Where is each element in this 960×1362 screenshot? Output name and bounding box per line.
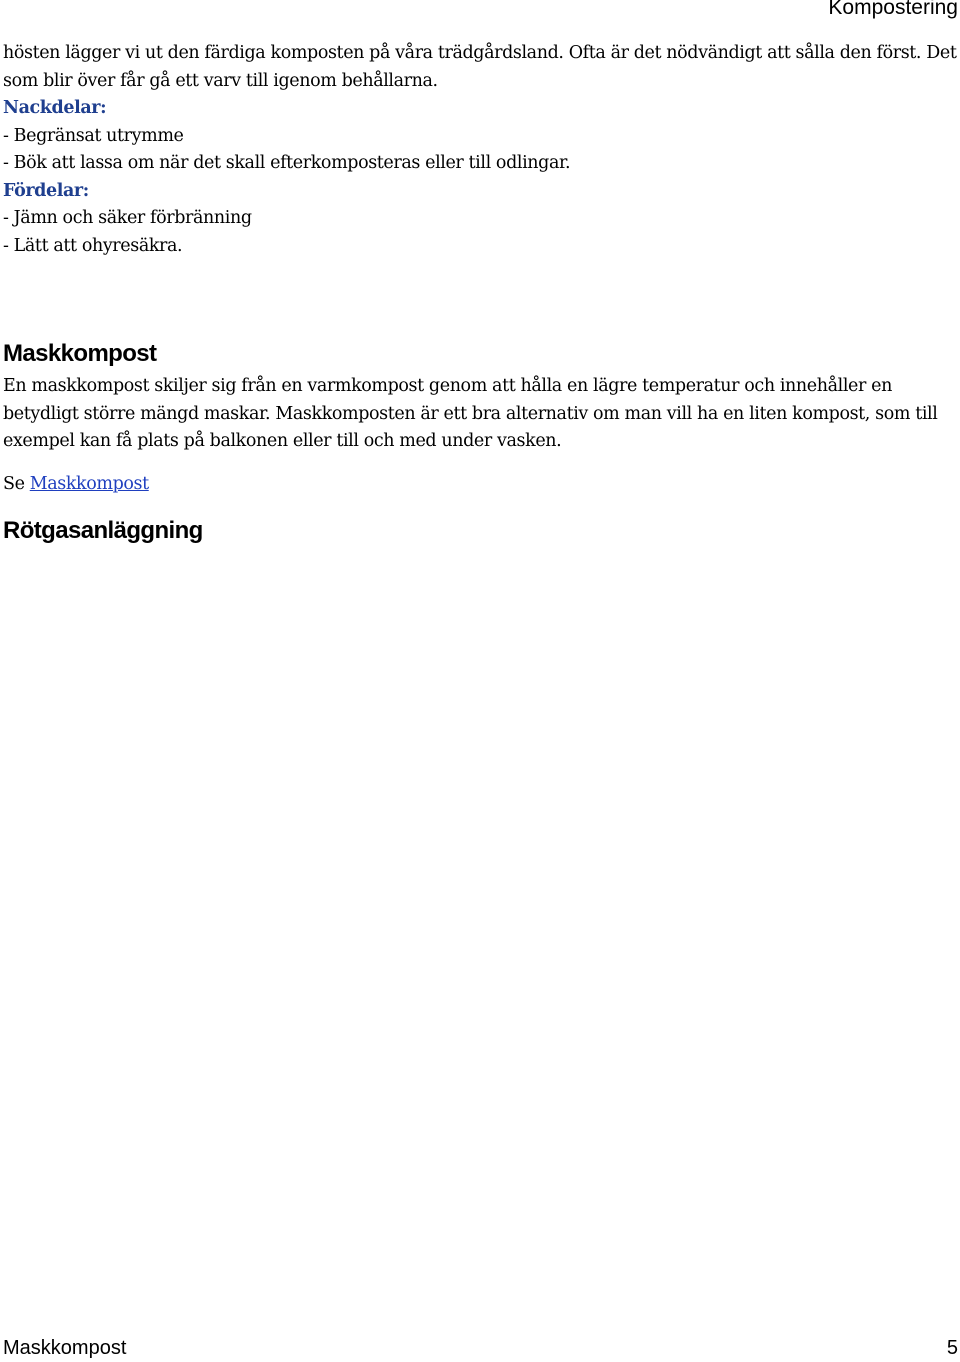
section-heading-maskkompost: Maskkompost	[3, 340, 157, 367]
footer-section-title: Maskkompost	[3, 1337, 127, 1359]
pros-item: - Jämn och säker förbränning	[3, 208, 252, 228]
pros-item: - Lätt att ohyresäkra.	[3, 235, 183, 256]
page-content	[3, 40, 957, 546]
cons-item: - Begränsat utrymme	[3, 125, 184, 146]
pros-label: Fördelar:	[3, 180, 89, 201]
maskkompost-link[interactable]: Maskkompost	[29, 473, 149, 494]
cons-block	[3, 95, 957, 260]
running-header: Kompostering	[828, 0, 958, 19]
maskkompost-paragraph: En maskkompost skiljer sig från en varmkompost genom att hålla en lägre temperatur och innehåller en betydligt större mängd maskar. Maskkomposten är ett bra alternativ om man vill ha en liten kompost, som till exempel kan få plats på balkonen eller till och med under vasken.	[3, 376, 938, 451]
see-also-line	[3, 471, 957, 499]
cons-label: Nackdelar:	[3, 98, 107, 118]
cons-item: - Bök att lassa om när det skall efterkomposteras eller till odlingar.	[3, 153, 571, 173]
page-number: 5	[946, 1337, 958, 1359]
see-prefix: Se	[3, 473, 25, 494]
section-heading-rotgas: Rötgasanläggning	[3, 517, 203, 544]
intro-paragraph: hösten lägger vi ut den färdiga komposten på våra trädgårdsland. Ofta är det nödvändigt att sålla den först. Det som blir över får gå ett varv till igenom behållarna.	[3, 43, 957, 91]
